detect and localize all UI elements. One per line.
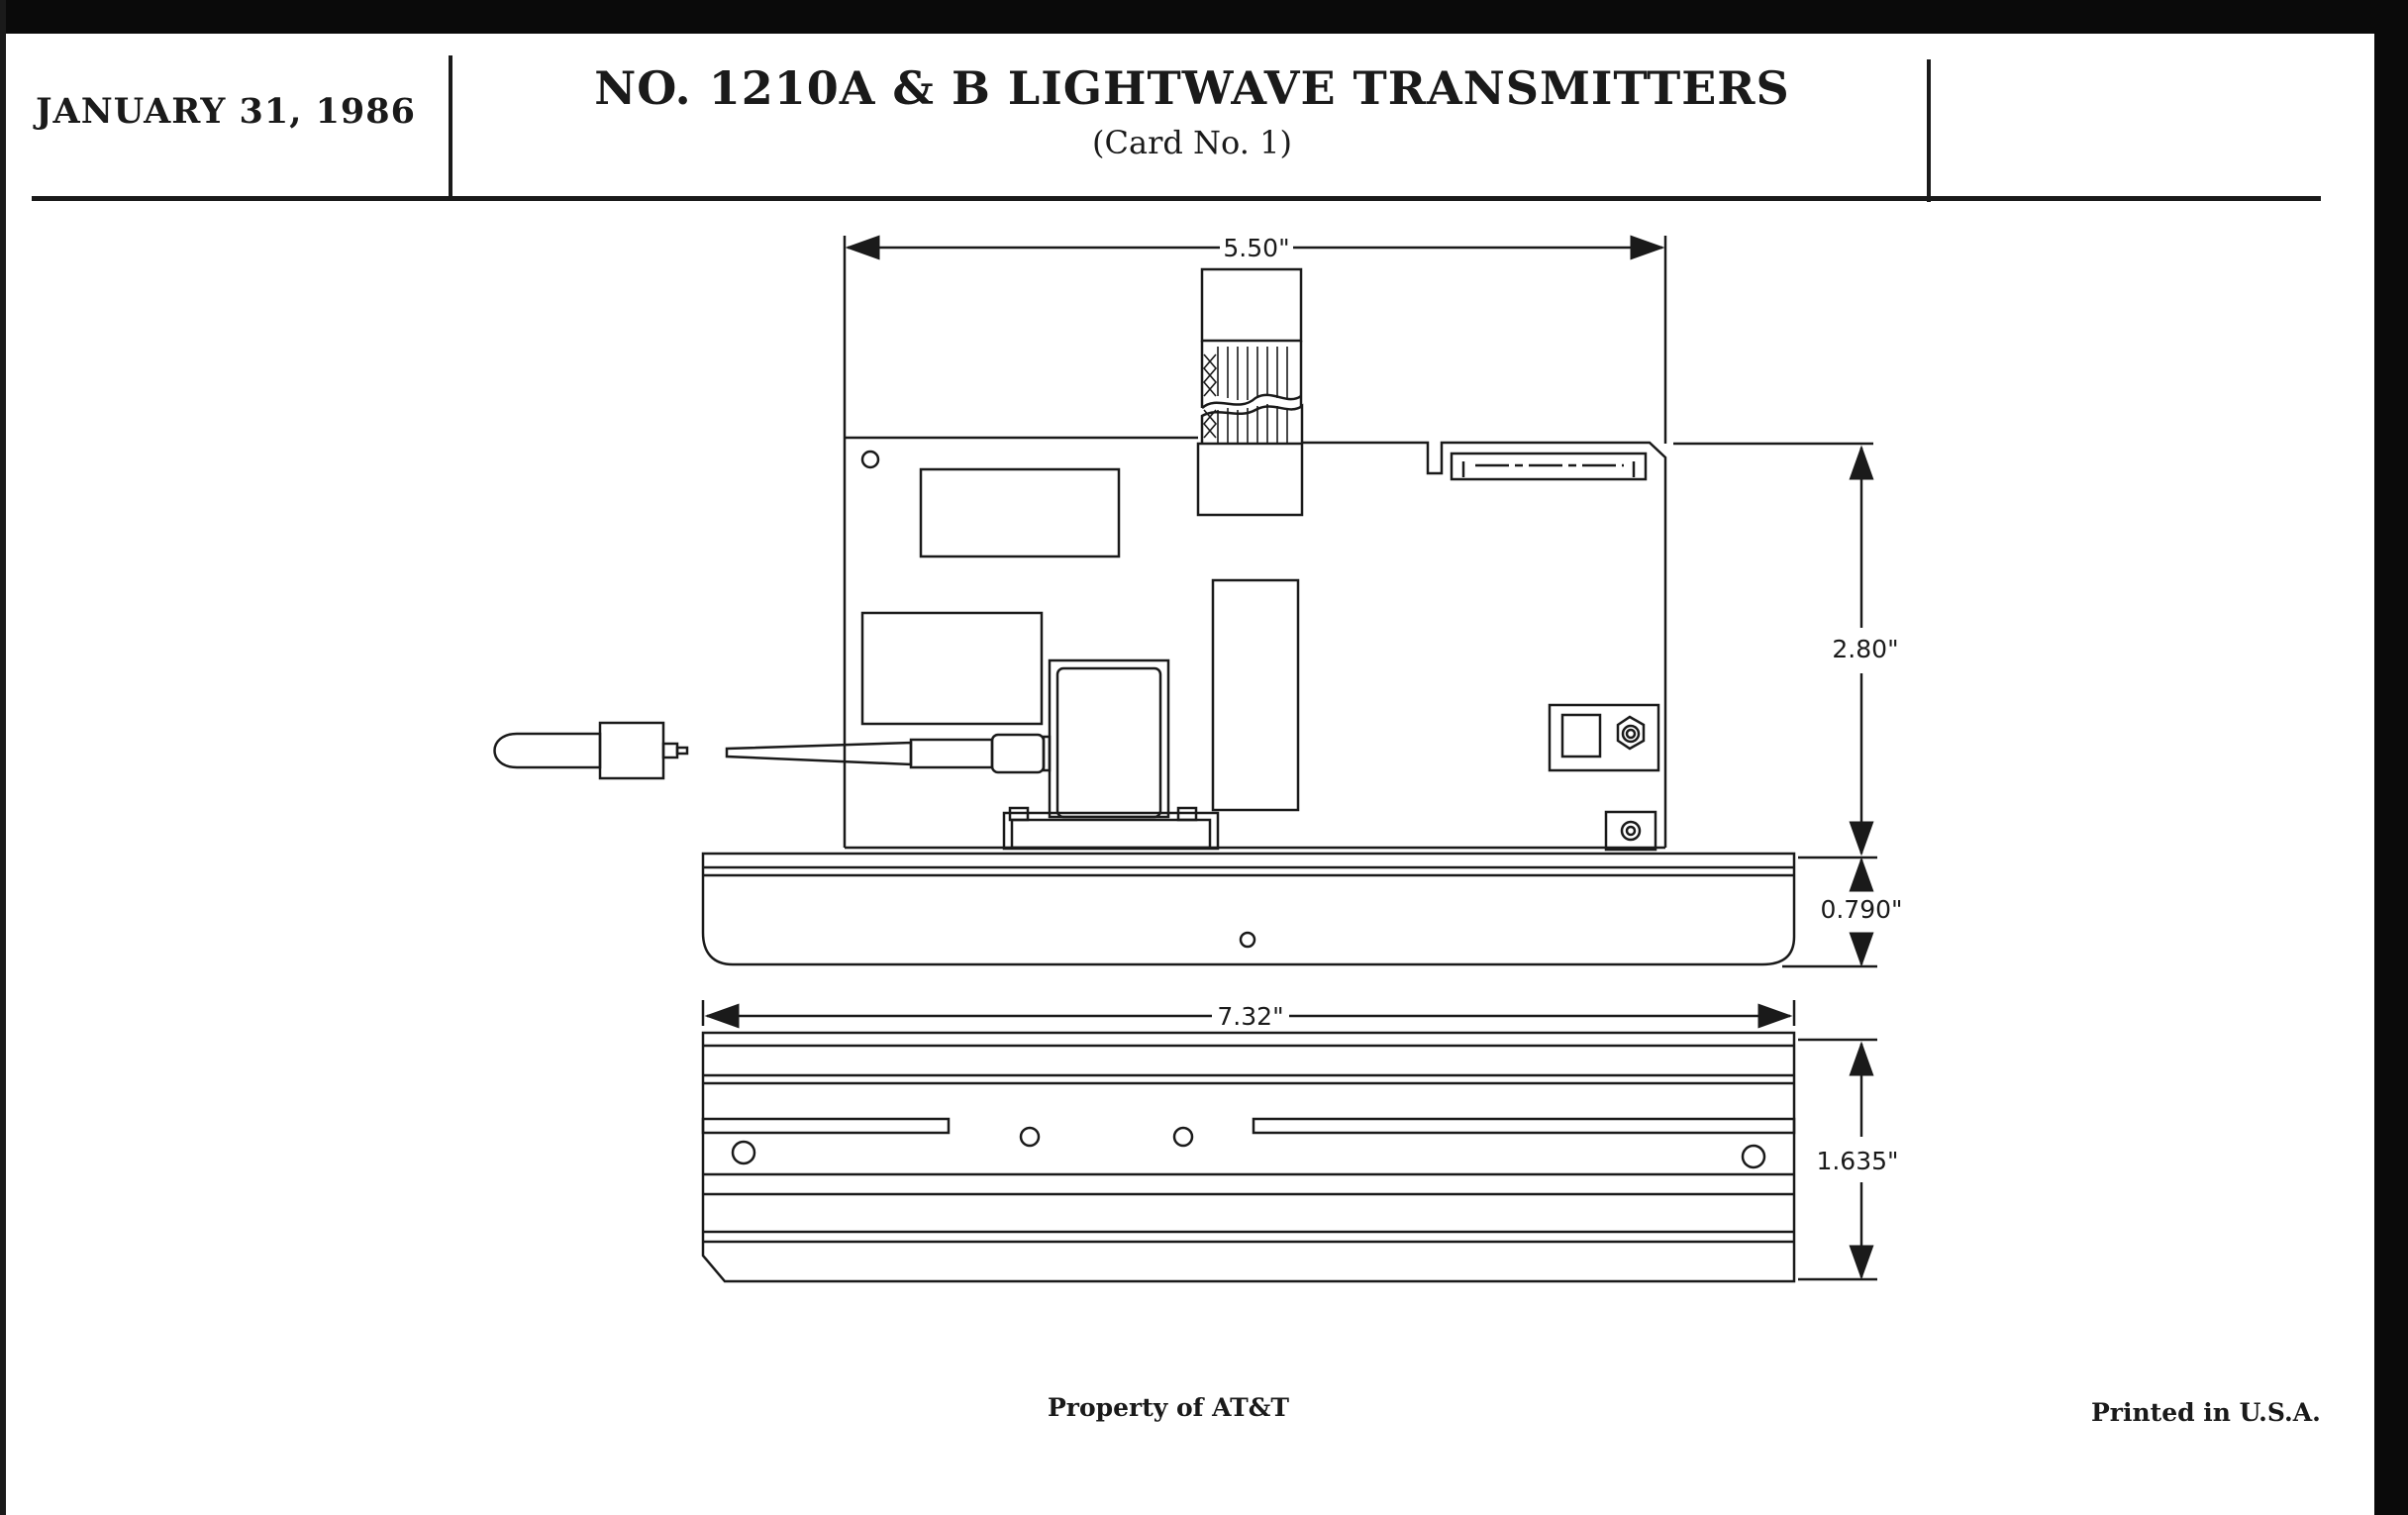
- dimension-label-card-height: 2.80": [1832, 635, 1899, 663]
- test-jack: [1606, 812, 1656, 850]
- mounting-hole: [733, 1142, 754, 1163]
- faceplate-front-view: [703, 1033, 1794, 1281]
- slot: [703, 1119, 949, 1133]
- mounting-hole: [1743, 1146, 1764, 1167]
- optical-connector: [495, 723, 688, 778]
- hole: [1174, 1128, 1192, 1146]
- switch: [1562, 715, 1600, 757]
- ribbon-connector: [1198, 269, 1302, 515]
- dimension-label-faceplate-depth: 0.790": [1820, 895, 1903, 924]
- hole: [1021, 1128, 1039, 1146]
- dimension-label-faceplate-width: 7.32": [1217, 1002, 1284, 1031]
- slot: [1254, 1119, 1794, 1133]
- footer-printed: Printed in U.S.A.: [2091, 1398, 2321, 1427]
- ic-component: [921, 469, 1119, 556]
- footer-property: Property of AT&T: [1048, 1393, 1289, 1422]
- faceplate-side-view: [703, 848, 1794, 964]
- circuit-card: [845, 438, 1665, 850]
- mounting-hole: [862, 452, 878, 467]
- optical-module: [727, 660, 1218, 849]
- card-date: JANUARY 31, 1986: [36, 91, 416, 132]
- ic-component: [862, 613, 1042, 724]
- dimension-label-card-width: 5.50": [1223, 234, 1290, 262]
- page-subtitle: (Card No. 1): [1092, 124, 1292, 161]
- dimension-label-faceplate-height: 1.635": [1816, 1147, 1899, 1175]
- page-title: NO. 1210A & B LIGHTWAVE TRANSMITTERS: [594, 61, 1790, 115]
- module-bracket: [1004, 813, 1218, 849]
- ic-component: [1213, 580, 1298, 810]
